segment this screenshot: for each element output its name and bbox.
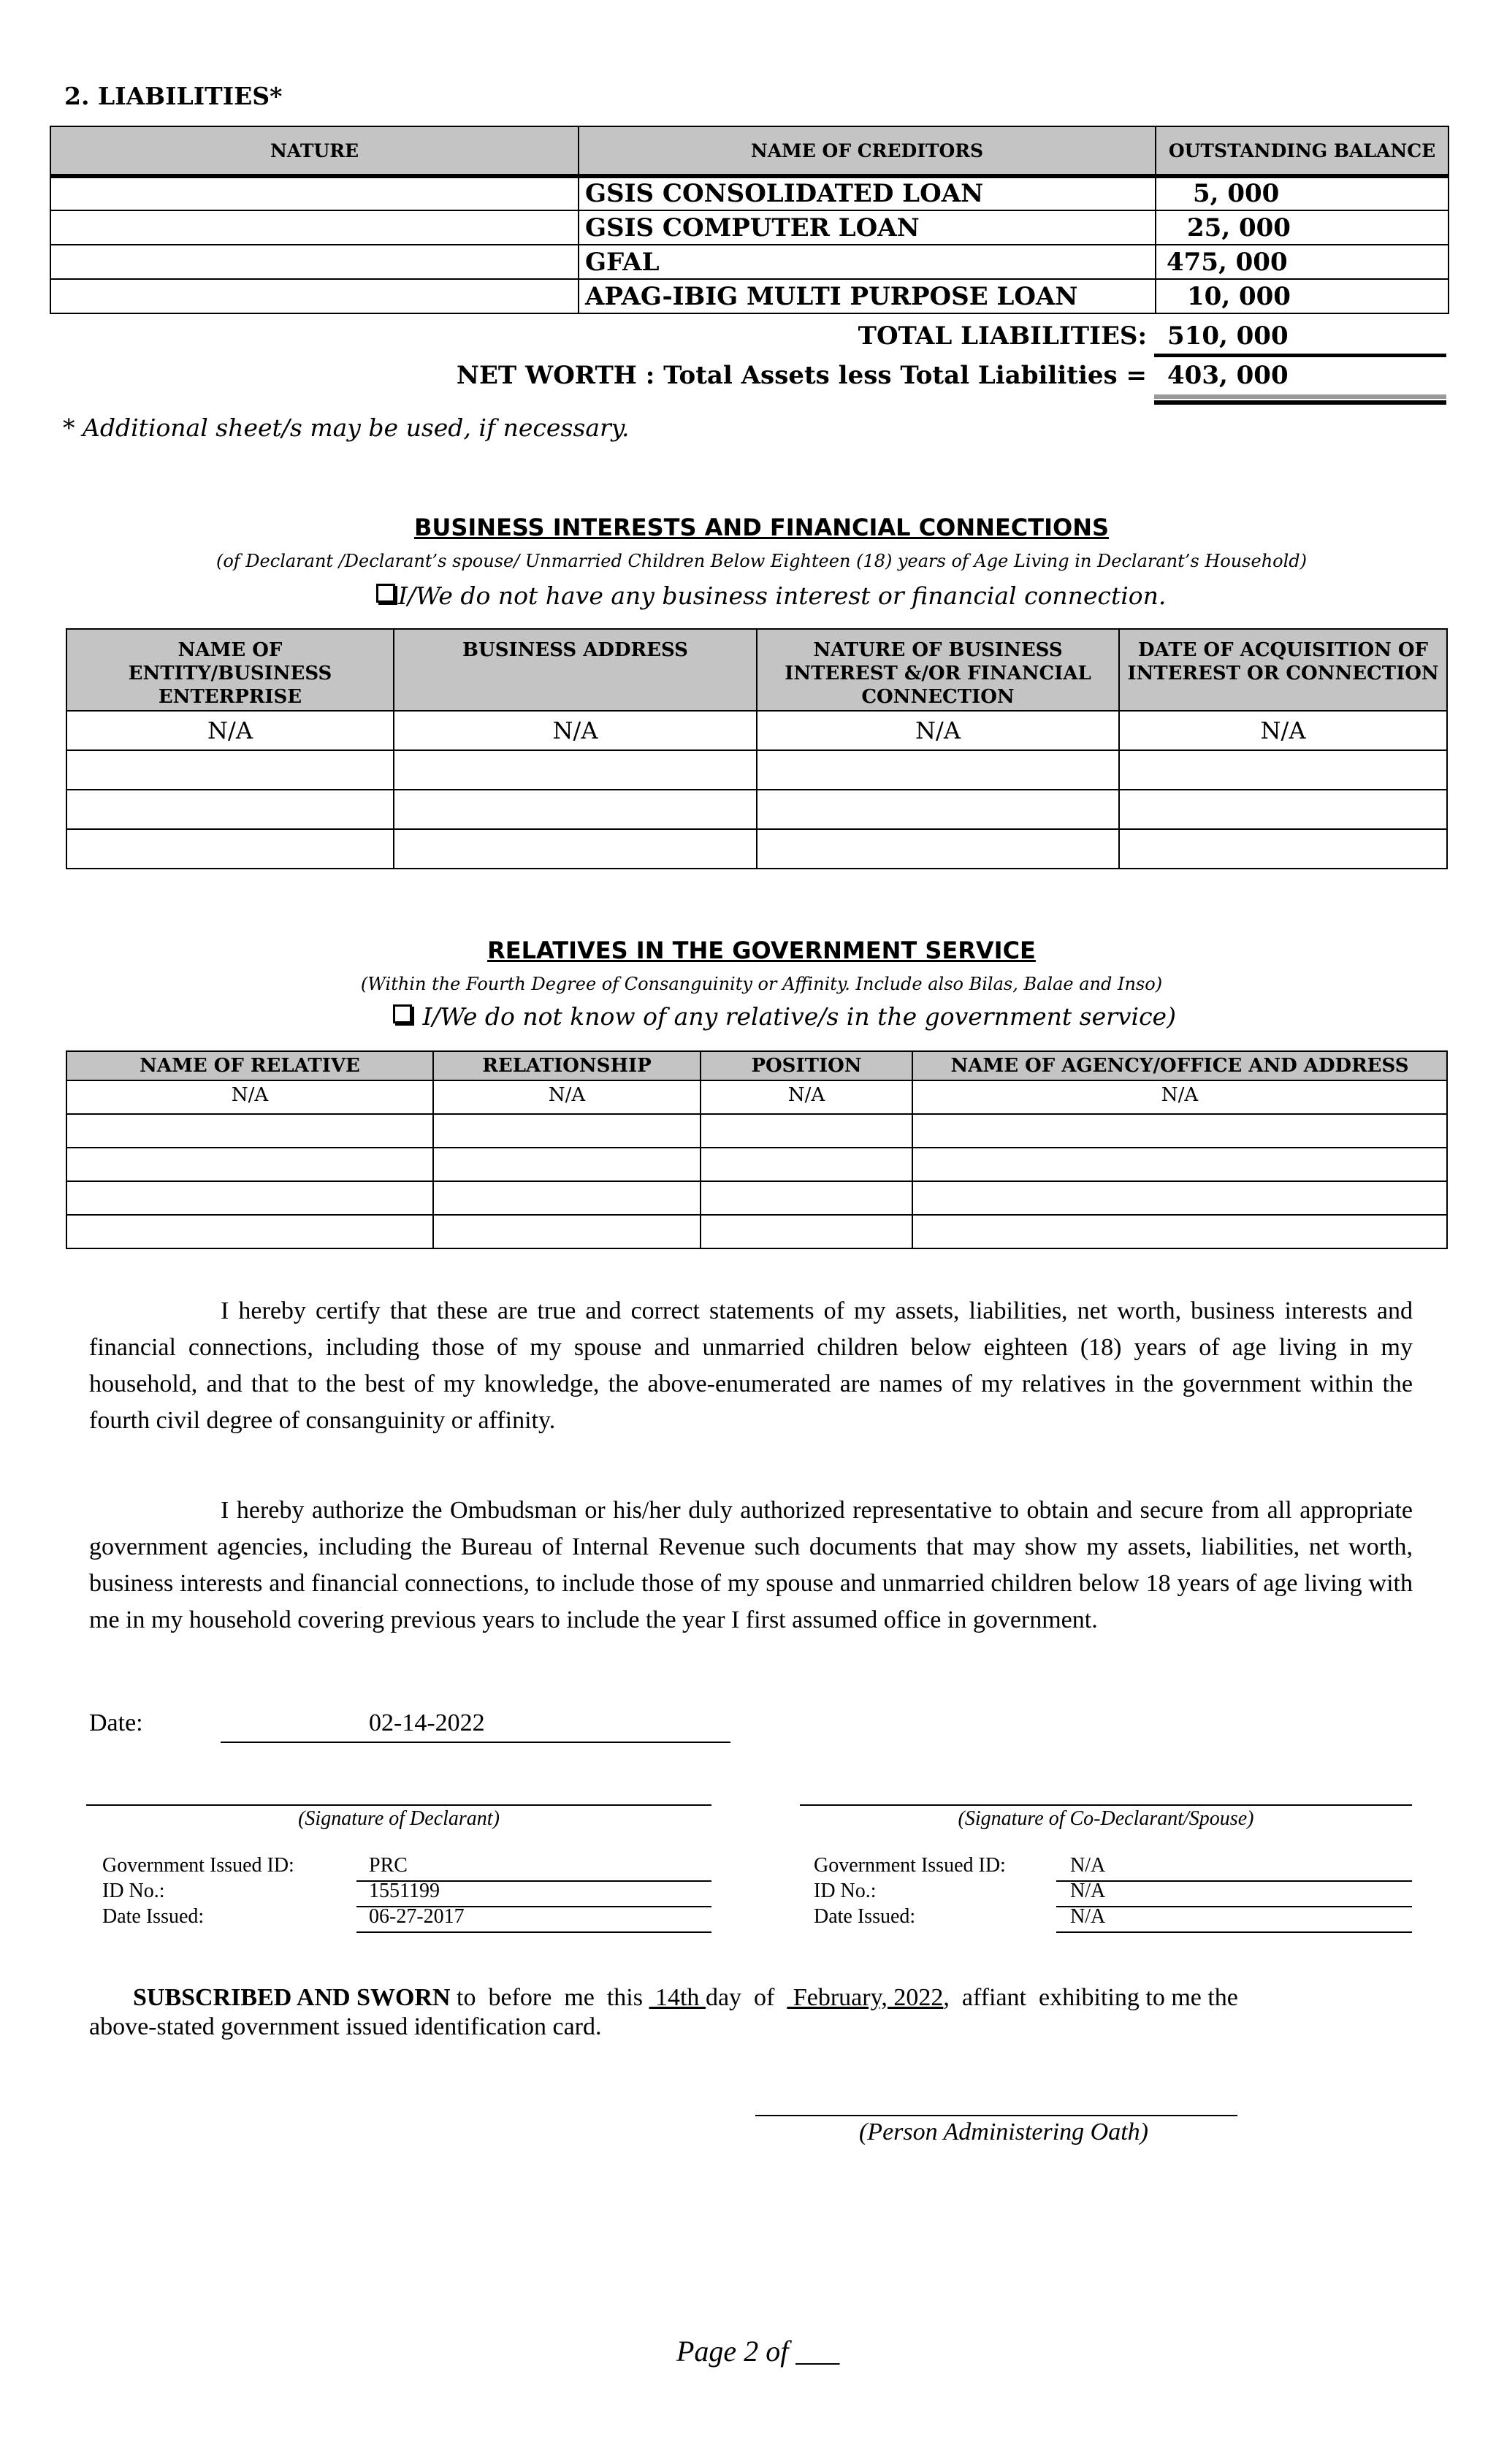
cell: N/A xyxy=(757,711,1119,750)
col-nature: NATURE xyxy=(50,126,579,176)
cell xyxy=(433,1181,701,1215)
oath-signature-line xyxy=(755,2115,1237,2116)
cell xyxy=(912,1114,1447,1148)
certification-paragraph: I hereby certify that these are true and correct statements of my assets, liabilities, net worth, business interests and financial connections, including those of my spouse and unmarried children below eighteen (18) years of age living in my household, and that to the best of my knowledge, the above-enumerated are names of my relatives in the government within the fourth civil degree of consanguinity or affinity. xyxy=(89,1297,1413,1434)
nature-cell xyxy=(50,245,579,279)
cell xyxy=(912,1181,1447,1215)
col-entity: NAME OF ENTITY/BUSINESS ENTERPRISE xyxy=(66,629,394,711)
cell xyxy=(66,1148,433,1181)
relatives-table xyxy=(66,1050,1448,1249)
declarant-id-value[interactable]: PRC xyxy=(369,1854,408,1877)
col-address: BUSINESS ADDRESS xyxy=(394,629,757,711)
additional-sheet-note: * Additional sheet/s may be used, if necessary. xyxy=(63,413,630,442)
creditor-cell: GSIS CONSOLIDATED LOAN xyxy=(579,176,1156,210)
cell xyxy=(66,790,394,829)
total-liabilities-value: 510, 000 xyxy=(1167,321,1289,351)
table-row xyxy=(66,750,1447,790)
net-worth-underline xyxy=(1154,400,1446,405)
cell xyxy=(757,829,1119,869)
nature-cell xyxy=(50,279,579,313)
table-row xyxy=(50,210,1449,245)
spouse-signature-caption: (Signature of Co-Declarant/Spouse) xyxy=(958,1807,1254,1830)
checkbox-label: I/We do not have any business interest or financial connection. xyxy=(398,581,1167,610)
business-checkbox-row xyxy=(376,581,1166,610)
creditor-cell: GSIS COMPUTER LOAN xyxy=(579,210,1156,245)
cell xyxy=(66,1181,433,1215)
table-row xyxy=(66,1148,1447,1181)
cell xyxy=(1119,829,1447,869)
spouse-no-line xyxy=(1056,1906,1412,1907)
cell xyxy=(912,1215,1447,1248)
table-row xyxy=(66,1215,1447,1248)
oath-text: day of xyxy=(705,1984,787,2011)
cell xyxy=(912,1148,1447,1181)
creditor-cell: GFAL xyxy=(579,245,1156,279)
cell xyxy=(394,790,757,829)
nature-cell xyxy=(50,176,579,210)
col-date-acquisition: DATE OF ACQUISITION OF INTEREST OR CONNECTION xyxy=(1119,629,1447,711)
declarant-id-label: Government Issued ID: xyxy=(102,1854,294,1877)
declarant-date-line xyxy=(356,1931,711,1933)
cell: N/A xyxy=(66,1080,433,1114)
cell xyxy=(433,1215,701,1248)
cell xyxy=(701,1148,912,1181)
oath-caption: (Person Administering Oath) xyxy=(858,2118,1148,2145)
oath-bold: SUBSCRIBED AND SWORN xyxy=(133,1984,451,2011)
cell xyxy=(394,750,757,790)
declarant-no-value[interactable]: 1551199 xyxy=(369,1880,440,1902)
cell xyxy=(701,1215,912,1248)
liabilities-heading: 2. LIABILITIES* xyxy=(64,82,283,110)
declarant-date-value[interactable]: 06-27-2017 xyxy=(369,1905,465,1928)
cell xyxy=(433,1148,701,1181)
cell: N/A xyxy=(912,1080,1447,1114)
liabilities-table xyxy=(50,126,1449,314)
spouse-no-value[interactable]: N/A xyxy=(1070,1880,1106,1902)
col-relative-name: NAME OF RELATIVE xyxy=(66,1051,433,1080)
date-label: Date: xyxy=(89,1709,143,1736)
net-worth-underline xyxy=(1154,394,1446,399)
spouse-signature-line xyxy=(800,1804,1412,1806)
col-creditors: NAME OF CREDITORS xyxy=(579,126,1156,176)
authorization-paragraph: I hereby authorize the Ombudsman or his/her duly authorized representative to obtain and secure from all appropriate government agencies, including the Bureau of Internal Revenue such documents that may show my assets, liabilities, net worth, business interests and financial connections, to include those of my spouse and unmarried children below 18 years of age living with me in my household covering previous years to include the year I first assumed office in government. xyxy=(89,1497,1413,1633)
nature-cell xyxy=(50,210,579,245)
col-position: POSITION xyxy=(701,1051,912,1080)
balance-cell: 475, 000 xyxy=(1156,245,1449,279)
cell xyxy=(66,750,394,790)
checkbox[interactable] xyxy=(376,584,395,603)
cell xyxy=(1119,750,1447,790)
cell xyxy=(757,790,1119,829)
declarant-no-label: ID No.: xyxy=(102,1880,165,1902)
col-agency: NAME OF AGENCY/OFFICE AND ADDRESS xyxy=(912,1051,1447,1080)
page-number: Page 2 of ___ xyxy=(676,2335,840,2368)
cell: N/A xyxy=(394,711,757,750)
oath-month[interactable]: February, 2022 xyxy=(787,1984,944,2011)
col-balance: OUTSTANDING BALANCE xyxy=(1156,126,1449,176)
date-value[interactable]: 02-14-2022 xyxy=(369,1709,485,1736)
spouse-date-line xyxy=(1056,1931,1412,1933)
table-row xyxy=(50,176,1449,210)
balance-cell: 5, 000 xyxy=(1156,176,1449,210)
spouse-id-line xyxy=(1056,1880,1412,1882)
cell: N/A xyxy=(1119,711,1447,750)
relatives-title: RELATIVES IN THE GOVERNMENT SERVICE xyxy=(487,937,1036,964)
cell xyxy=(701,1181,912,1215)
col-relationship: RELATIONSHIP xyxy=(433,1051,701,1080)
net-worth-label: NET WORTH : Total Assets less Total Liabilities = xyxy=(456,361,1147,390)
cell xyxy=(66,1215,433,1248)
oath-paragraph xyxy=(89,1983,1419,2042)
oath-text: , affiant exhibiting to me the xyxy=(943,1984,1238,2011)
business-table xyxy=(66,628,1448,869)
checkbox[interactable] xyxy=(393,1004,412,1023)
cell xyxy=(433,1114,701,1148)
table-row xyxy=(66,1181,1447,1215)
spouse-no-label: ID No.: xyxy=(814,1880,877,1902)
cell xyxy=(394,829,757,869)
balance-cell: 25, 000 xyxy=(1156,210,1449,245)
spouse-id-value[interactable]: N/A xyxy=(1070,1854,1106,1877)
cell xyxy=(66,1114,433,1148)
total-liabilities-label: TOTAL LIABILITIES: xyxy=(858,321,1147,351)
oath-day[interactable]: 14th xyxy=(649,1984,706,2011)
cell xyxy=(757,750,1119,790)
declarant-signature-line xyxy=(86,1804,711,1806)
table-row xyxy=(66,711,1447,750)
table-row xyxy=(50,279,1449,313)
spouse-id-label: Government Issued ID: xyxy=(814,1854,1006,1877)
checkbox-label: I/We do not know of any relative/s in the government service) xyxy=(415,1002,1176,1031)
table-row xyxy=(66,829,1447,869)
table-row xyxy=(66,1080,1447,1114)
business-subtitle: (of Declarant /Declarant’s spouse/ Unmarried Children Below Eighteen (18) years of Age Living in Declarant’s Household) xyxy=(215,551,1307,571)
cell: N/A xyxy=(433,1080,701,1114)
balance-cell: 10, 000 xyxy=(1156,279,1449,313)
oath-text: to before me this xyxy=(450,1984,649,2011)
col-nature: NATURE OF BUSINESS INTEREST &/OR FINANCIAL CONNECTION xyxy=(757,629,1119,711)
declarant-signature-caption: (Signature of Declarant) xyxy=(298,1807,500,1830)
business-title: BUSINESS INTERESTS AND FINANCIAL CONNECTIONS xyxy=(413,514,1110,541)
total-underline xyxy=(1154,354,1446,357)
declarant-date-label: Date Issued: xyxy=(102,1905,205,1928)
net-worth-value: 403, 000 xyxy=(1167,361,1289,390)
spouse-date-label: Date Issued: xyxy=(814,1905,916,1928)
relatives-checkbox-row xyxy=(393,1002,1176,1031)
date-line xyxy=(221,1742,730,1743)
table-row xyxy=(66,790,1447,829)
cell: N/A xyxy=(66,711,394,750)
creditor-cell: APAG-IBIG MULTI PURPOSE LOAN xyxy=(579,279,1156,313)
oath-line2: above-stated government issued identification card. xyxy=(89,2013,602,2040)
cell xyxy=(66,829,394,869)
table-row xyxy=(50,245,1449,279)
cell xyxy=(701,1114,912,1148)
relatives-subtitle: (Within the Fourth Degree of Consanguinity or Affinity. Include also Bilas, Balae and Inso) xyxy=(360,974,1163,994)
spouse-date-value[interactable]: N/A xyxy=(1070,1905,1106,1928)
cell: N/A xyxy=(701,1080,912,1114)
cell xyxy=(1119,790,1447,829)
table-row xyxy=(66,1114,1447,1148)
